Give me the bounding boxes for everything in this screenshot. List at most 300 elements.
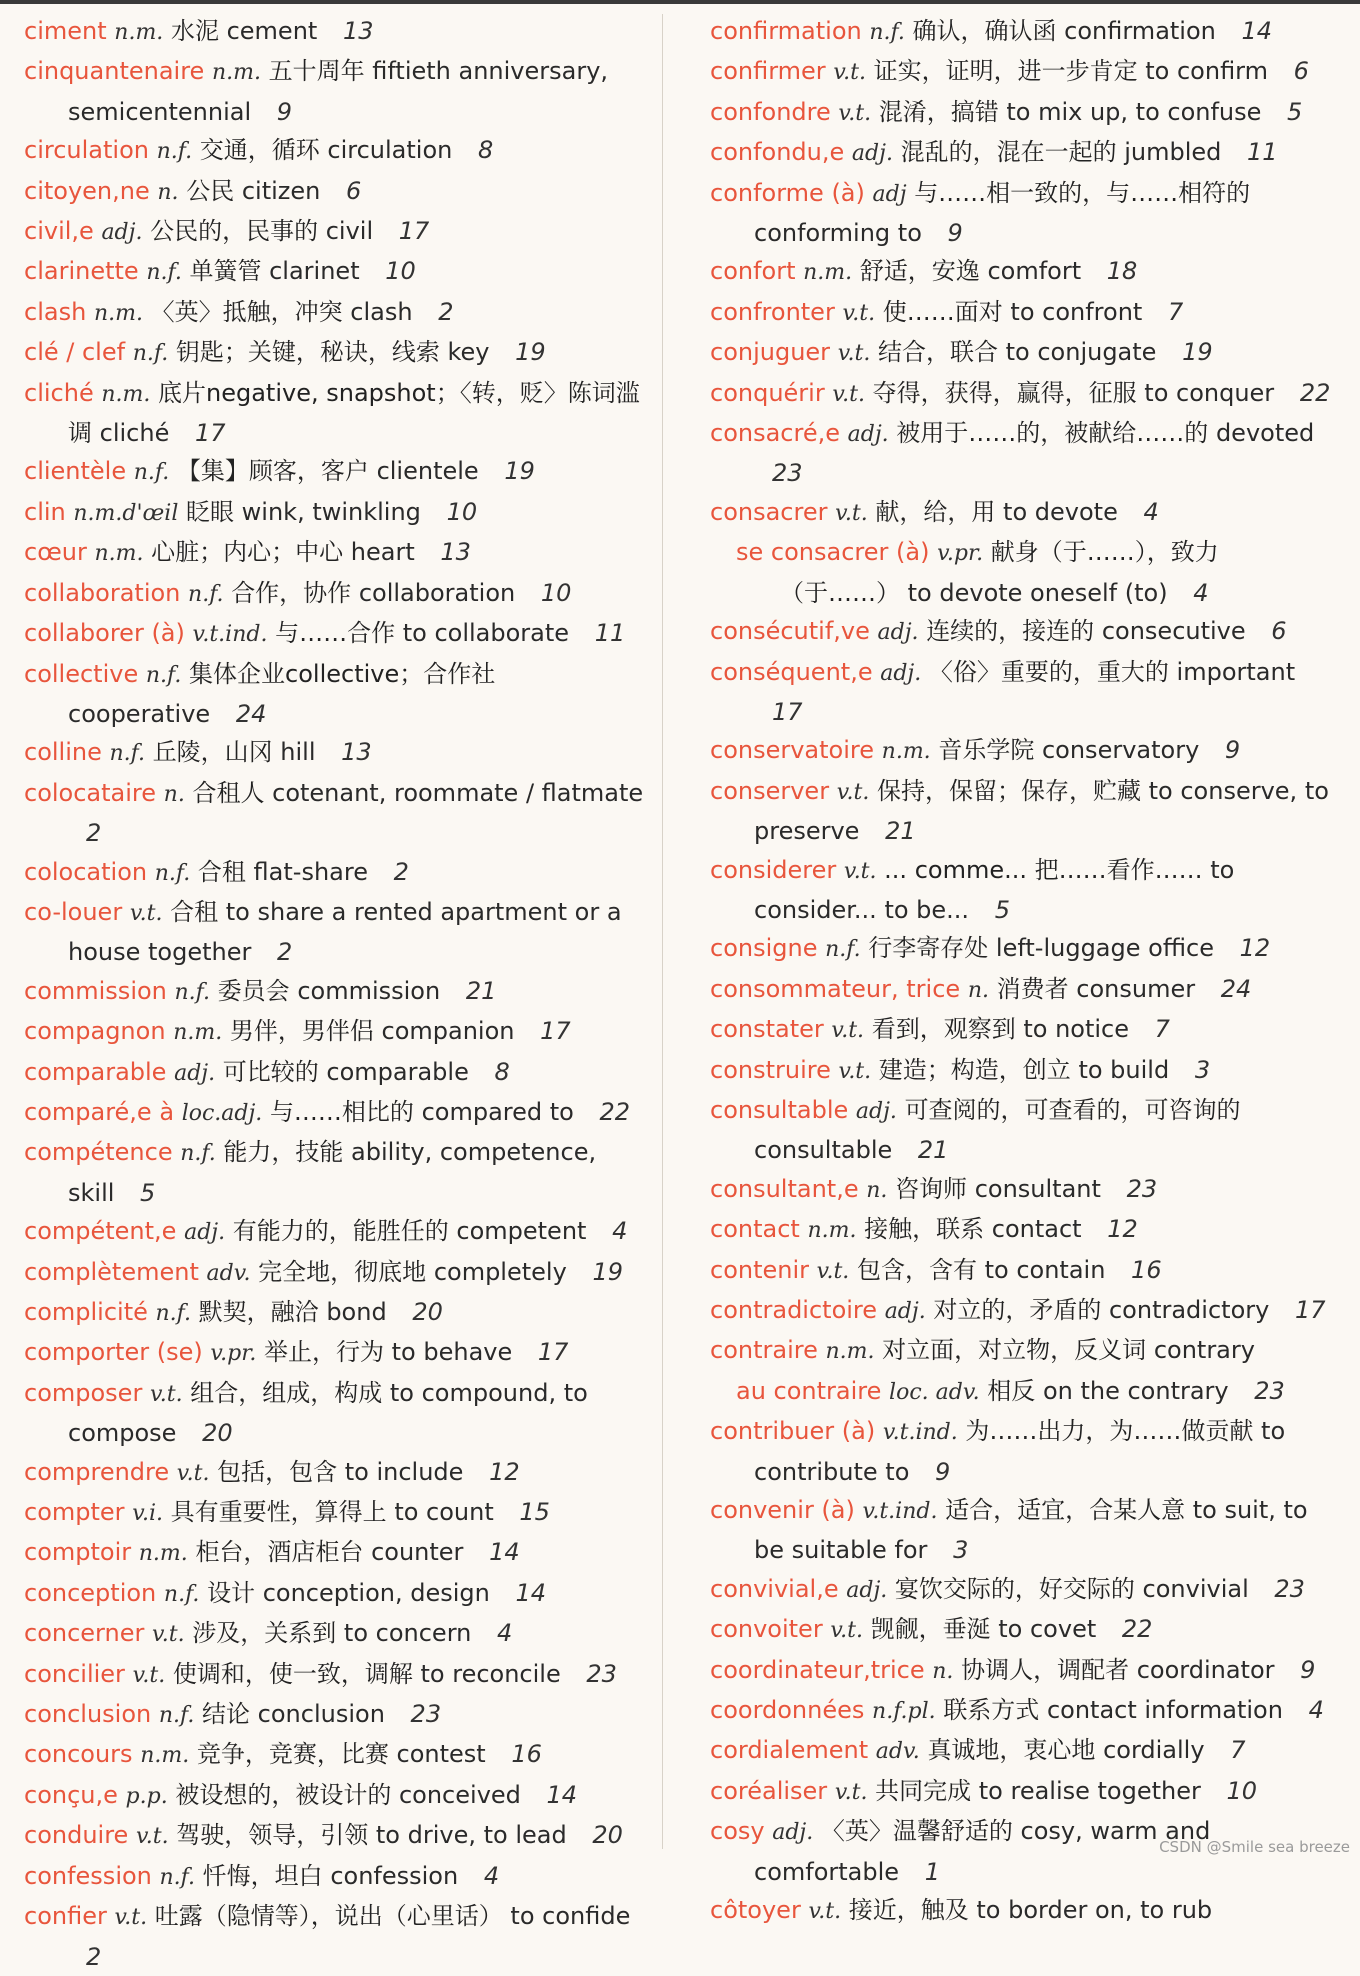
headword: convivial,e [710,1574,839,1603]
dictionary-entry [24,493,644,533]
page-number: 22 [599,1097,631,1126]
english-definition: to mix up, to confuse [1006,97,1262,126]
page-number: 5 [994,895,1010,924]
english-definition: to include [344,1457,464,1486]
dictionary-entry [710,414,1336,493]
headword: consécutif,ve [710,617,870,646]
dictionary-entry [24,972,644,1012]
dictionary-entry [710,1691,1336,1731]
page-number: 19 [592,1257,623,1286]
page-number: 6 [1271,617,1287,646]
chinese-definition: 舒适，安逸 [859,257,980,286]
part-of-speech: n.m. [807,1218,857,1244]
english-definition: to consider... to be... [754,855,1235,924]
page-number: 22 [1121,1615,1153,1644]
dictionary-entry [24,1533,644,1573]
dictionary-entry [710,1610,1336,1650]
dictionary-entry [710,12,1336,52]
part-of-speech: v.t. [808,1899,842,1925]
english-definition: fiftieth anniversary, semicentennial [68,57,609,126]
dictionary-entry [24,1816,644,1856]
part-of-speech: adj. [174,1060,216,1086]
english-definition: coordinator [1136,1655,1275,1684]
chinese-definition: 【集】顾客，客户 [176,457,369,486]
chinese-definition: 能力，技能 [223,1138,344,1167]
part-of-speech: n. [967,977,989,1003]
page-number: 13 [440,538,471,567]
english-definition: cordially [1103,1736,1205,1765]
chinese-definition: 委员会 [217,976,290,1005]
chinese-definition: 协调人，调配者 [961,1655,1130,1684]
page-number: 13 [342,17,374,45]
chinese-definition: 混淆，搞错 [878,97,999,126]
chinese-definition: 默契，融洽 [198,1298,319,1326]
chinese-definition: 钥匙；关键，秘诀，线索 [175,338,440,367]
headword: clientèle [24,457,127,486]
page-number: 10 [385,257,416,286]
english-definition: confirmation [1064,17,1216,45]
chinese-definition: 献身（于……），致力（于……） [780,538,1219,607]
column-divider [662,14,663,1849]
chinese-definition: 宴饮交际的，好交际的 [894,1574,1135,1603]
part-of-speech: n.m. [94,541,144,567]
part-of-speech: n. [163,781,185,807]
part-of-speech: n.m. [114,20,164,45]
dictionary-entry [24,293,644,333]
part-of-speech: n.f. [159,1864,196,1890]
page-number: 3 [1194,1055,1211,1084]
page-number: 21 [917,1136,949,1165]
chinese-definition: 咨询师 [895,1174,968,1203]
chinese-definition: 水泥 [170,17,219,45]
dictionary-entry [24,1776,644,1816]
page-number: 3 [953,1536,969,1565]
dictionary-entry [24,1735,644,1775]
headword: consultant,e [710,1174,859,1203]
english-definition: circulation [327,136,453,165]
headword: citoyen,ne [24,176,150,205]
headword: conçu,e [24,1780,118,1809]
page-number: 10 [446,497,478,526]
dictionary-entry [24,52,644,131]
page-number: 11 [594,619,626,648]
headword: clin [24,497,66,526]
headword: coordinateur,trice [710,1655,925,1684]
dictionary-entry [710,1412,1336,1491]
page-number: 21 [885,817,916,846]
page-number: 17 [772,697,803,726]
dictionary-entry [24,1053,644,1093]
headword: confronter [710,297,835,326]
page-number: 23 [1274,1574,1305,1603]
dictionary-entry [24,1695,644,1735]
dictionary-entry [710,252,1336,292]
dictionary-entry [710,533,1336,612]
chinese-definition: 合租人 [192,778,265,807]
page-number: 4 [1193,578,1209,607]
headword: coordonnées [710,1696,865,1725]
part-of-speech: v.t. [834,1779,868,1805]
part-of-speech: v.t. [842,300,876,326]
english-definition: to notice [1023,1015,1129,1044]
page-number: 9 [947,219,963,248]
chinese-definition: 集体企业collective；合作社 [189,659,496,688]
headword: cosy [710,1817,765,1846]
english-definition: conception, design [262,1578,490,1607]
part-of-speech: n.f. [146,260,182,286]
part-of-speech: v.t. [843,858,877,884]
page-number: 24 [1220,974,1252,1003]
part-of-speech: n.m. [138,1541,188,1567]
part-of-speech: adj. [184,1220,226,1246]
part-of-speech: n.f. [155,1301,192,1326]
part-of-speech: n.m. [211,60,261,86]
dictionary-entry [24,1453,644,1493]
english-definition: ability, competence, skill [68,1138,597,1207]
page-number: 22 [1299,378,1331,407]
part-of-speech: v.t. [838,100,872,126]
dictionary-entry [24,212,644,252]
part-of-speech: v.t. [838,1058,872,1084]
page-number: 2 [438,297,454,326]
english-definition: cosy, warm and comfortable [754,1817,1211,1886]
page-number: 17 [398,217,430,246]
dictionary-entry [710,1010,1336,1050]
english-definition: convivial [1142,1574,1249,1603]
english-definition: to confront [1010,297,1143,326]
page-number: 7 [1230,1736,1246,1765]
english-definition: consultable [754,1136,893,1165]
page-number: 20 [202,1419,233,1448]
headword: colline [24,738,102,767]
english-definition: heart [350,538,415,567]
right-column [710,12,1336,1932]
headword: cinquantenaire [24,57,205,86]
page-number: 15 [519,1498,550,1527]
page-number: 17 [540,1017,571,1046]
page-number: 7 [1167,297,1184,326]
part-of-speech: adj. [884,1299,926,1324]
chinese-definition: 涉及，关系到 [192,1619,337,1648]
headword: clarinette [24,257,139,286]
part-of-speech: n.f. [163,1581,200,1607]
english-definition: to reconcile [420,1659,561,1688]
english-definition: cotenant, roommate / flatmate [272,778,644,807]
part-of-speech: v.t.ind. [882,1420,958,1446]
chinese-definition: 与……相一致的，与……相符的 [914,178,1251,207]
part-of-speech: v.t. [831,1018,865,1044]
chinese-definition: 公民的，民事的 [150,217,319,246]
chinese-definition: 〈俗〉重要的，重大的 [928,657,1169,686]
headword: confondu,e [710,138,845,167]
headword: conséquent,e [710,657,873,686]
part-of-speech: adv. [875,1739,920,1765]
chinese-definition: 相反 [987,1376,1036,1405]
dictionary-entry [710,133,1336,173]
page-number: 6 [1293,57,1309,86]
headword: construire [710,1055,831,1084]
english-definition: to concern [343,1619,472,1648]
english-definition: to conserve, to preserve [754,776,1329,846]
page-number: 14 [546,1780,578,1809]
dictionary-entry [710,1731,1336,1771]
english-definition: comparable [326,1057,469,1086]
dictionary-entry [24,1012,644,1052]
dictionary-entry [710,612,1336,652]
chinese-definition: 使……面对 [882,297,1003,326]
page-number: 4 [497,1619,513,1648]
chinese-definition: 联系方式 [943,1696,1040,1725]
chinese-definition: 竞争，竞赛，比赛 [196,1740,389,1769]
headword: complètement [24,1257,199,1286]
page-number: 11 [1247,138,1278,167]
part-of-speech: n.m. [803,260,853,286]
part-of-speech: n.m. [101,381,151,407]
chinese-definition: 合租 [197,857,246,886]
page-number: 23 [772,459,803,488]
part-of-speech: v.t. [129,900,163,926]
english-definition: cliché [99,419,170,448]
dictionary-entry [24,1133,644,1212]
headword: conserver [710,776,830,805]
part-of-speech: v.t. [176,1460,210,1486]
chinese-definition: 结论 [202,1700,251,1729]
chinese-definition: 公民 [186,176,235,205]
part-of-speech: v.t. [835,500,868,526]
part-of-speech: v.t. [151,1622,185,1648]
dictionary-entry [710,653,1336,732]
part-of-speech: n.f. [154,860,191,886]
dictionary-entry [24,1574,644,1614]
english-definition: contrary [1153,1336,1255,1365]
part-of-speech: n. [157,179,179,205]
headword: conservatoire [710,736,875,765]
chinese-definition: 包含，含有 [856,1255,977,1284]
english-definition: to drive, to lead [375,1821,567,1850]
part-of-speech: n.f. [180,1141,216,1167]
chinese-definition: 可比较的 [222,1057,319,1086]
english-definition: companion [381,1017,515,1046]
chinese-definition: 具有重要性，算得上 [170,1498,387,1527]
part-of-speech: loc. adv. [889,1379,980,1405]
headword: concilier [24,1659,125,1688]
english-definition: contest [396,1740,486,1769]
part-of-speech: n.m. [140,1743,190,1769]
page-number: 18 [1106,257,1138,286]
headword: au contraire [736,1376,882,1405]
english-definition: wink, twinkling [241,497,421,526]
chinese-definition: 对立面，对立物，反义词 [882,1336,1147,1365]
chinese-definition: 看到，观察到 [871,1015,1016,1044]
english-definition: to conquer [1144,378,1275,407]
part-of-speech: n.f. [156,139,193,165]
dictionary-entry [24,1614,644,1654]
headword: côtoyer [710,1896,801,1925]
page-number: 4 [1143,497,1159,526]
headword: clash [24,297,87,326]
page-number: 12 [489,1457,520,1486]
part-of-speech: adj. [847,422,889,448]
chinese-definition: 连续的，接连的 [926,617,1095,646]
part-of-speech: v.t.ind. [192,622,268,648]
english-definition: conforming to [754,219,922,248]
page-number: 9 [1300,1655,1316,1684]
page-number: 23 [586,1659,617,1688]
part-of-speech: v.t. [837,341,871,367]
page-number: 10 [1226,1776,1258,1805]
chinese-definition: 对立的，矛盾的 [933,1296,1102,1324]
part-of-speech: v.t. [836,779,870,805]
dictionary-entry [710,1091,1336,1170]
part-of-speech: n.f. [158,1703,195,1729]
headword: consultable [710,1095,849,1124]
headword: confession [24,1861,152,1890]
headword: consacrer [710,497,828,526]
part-of-speech: adj. [772,1820,814,1846]
headword: cœur [24,538,87,567]
part-of-speech: n.f. [825,937,861,963]
page-number: 14 [515,1578,547,1607]
page-number: 1 [924,1857,940,1886]
english-definition: on the contrary [1042,1376,1229,1405]
headword: collaborer (à) [24,619,185,648]
english-definition: to compound, to compose [68,1378,588,1448]
page-number: 6 [346,176,362,205]
page-number: 14 [489,1538,520,1567]
dictionary-entry [710,374,1336,414]
page-number: 21 [465,976,497,1005]
dictionary-entry [710,52,1336,92]
part-of-speech: n.f. [133,460,170,486]
english-definition: to contain [984,1255,1106,1284]
headword: comparé,e à [24,1097,175,1126]
headword: constater [710,1015,824,1044]
headword: conclusion [24,1700,152,1729]
chinese-definition: 心脏；内心；中心 [151,538,344,567]
chinese-definition: 共同完成 [875,1776,972,1805]
page-number: 14 [1241,17,1273,45]
chinese-definition: ... comme... 把……看作…… [884,855,1203,884]
dictionary-entry [24,1655,644,1695]
chinese-definition: 消费者 [996,974,1069,1003]
part-of-speech: p.p. [125,1783,168,1809]
dictionary-entry [24,1374,644,1453]
part-of-speech: v.t. [135,1824,169,1850]
dictionary-entry [710,1891,1336,1931]
headword: cordialement [710,1736,869,1765]
watermark: CSDN @Smile sea breeze [1159,1838,1350,1856]
chinese-definition: 适合，适宜，合某人意 [945,1496,1186,1525]
dictionary-entry [710,1170,1336,1210]
page-number: 16 [1131,1255,1162,1284]
chinese-definition: 确认，确认函 [912,17,1057,45]
headword: comparable [24,1057,167,1086]
part-of-speech: n.f. [188,581,224,607]
page-number: 9 [276,97,293,126]
headword: complicité [24,1298,148,1326]
headword: colocation [24,857,148,886]
part-of-speech: n.f. [145,662,182,688]
part-of-speech: v.t. [114,1905,148,1931]
english-definition: clarinet [269,257,360,286]
page-number: 19 [515,338,546,367]
english-definition: consumer [1076,974,1196,1003]
chinese-definition: 男伴，男伴侣 [229,1017,374,1046]
dictionary-entry [24,12,644,52]
dictionary-entry [710,493,1336,533]
dictionary-entry [710,1251,1336,1291]
english-definition: important [1176,657,1296,686]
dictionary-entry [24,574,644,614]
dictionary-entry [710,1331,1336,1371]
english-definition: to devote [1003,497,1118,526]
dictionary-entry [710,1491,1336,1570]
english-definition: left-luggage office [995,934,1214,963]
chinese-definition: 举止，行为 [264,1338,384,1367]
dictionary-entry [24,172,644,212]
english-definition: to collaborate [402,619,570,648]
page-number: 23 [410,1700,442,1729]
dictionary-entry [24,1493,644,1533]
english-definition: to behave [391,1338,513,1367]
headword: conception [24,1578,157,1607]
english-definition: bond [326,1298,387,1326]
page-number: 2 [86,819,102,848]
page-number: 2 [393,857,409,886]
page-number: 17 [194,419,226,448]
english-definition: completely [433,1257,567,1286]
chinese-definition: 觊觎，垂涎 [870,1615,991,1644]
headword: coréaliser [710,1776,828,1805]
headword: consigne [710,934,818,963]
part-of-speech: adv. [206,1260,251,1286]
dictionary-entry [24,1212,644,1252]
english-definition: competent [456,1217,587,1246]
dictionary-entry [24,1857,644,1897]
part-of-speech: v.i. [132,1501,164,1527]
chinese-definition: 组合，组成，构成 [190,1378,383,1407]
dictionary-entry [710,93,1336,133]
dictionary-entry [24,1897,644,1976]
dictionary-entry [24,333,644,373]
page-number: 2 [86,1942,102,1971]
chinese-definition: 献，给，用 [875,497,996,526]
english-definition: flat-share [253,857,368,886]
page-number: 19 [504,457,535,486]
dictionary-entry [710,772,1336,851]
dictionary-entry [24,893,644,972]
english-definition: to conjugate [1005,338,1157,367]
dictionary-entry [24,733,644,773]
part-of-speech: n.m.d'œil [73,500,179,526]
english-definition: key [447,338,490,367]
english-definition: to confirm [1145,57,1269,86]
page-number: 24 [235,699,267,728]
chinese-definition: 被用于……的，被献给……的 [896,419,1209,448]
english-definition: jumbled [1124,138,1222,167]
part-of-speech: v.t. [830,1618,863,1644]
headword: convoiter [710,1615,823,1644]
headword: collective [24,659,139,688]
part-of-speech: v.t. [833,60,866,86]
dictionary-entry [24,252,644,292]
chinese-definition: 吐露（隐情等），说出（心里话） [154,1902,503,1931]
english-definition: counter [371,1538,464,1567]
english-definition: hill [280,738,316,767]
part-of-speech: adj. [880,660,922,686]
headword: compagnon [24,1017,166,1046]
headword: consommateur, trice [710,974,961,1003]
